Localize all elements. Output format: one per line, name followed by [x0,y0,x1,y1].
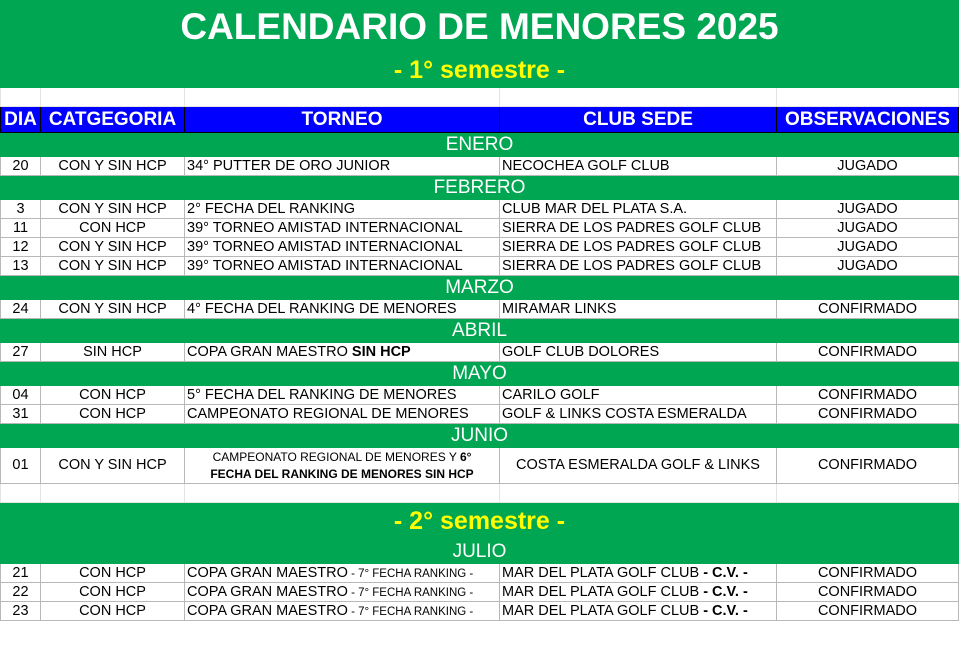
header-dia: DIA [1,107,41,133]
cell-dia: 31 [1,405,41,424]
page-title: CALENDARIO DE MENORES 2025 [1,1,959,53]
month-julio: JULIO [1,540,959,564]
torneo-text: COPA GRAN MAESTRO [187,583,348,600]
cell-observaciones: CONFIRMADO [777,386,959,405]
cell-categoria: CON Y SIN HCP [41,238,185,257]
club-text: MAR DEL PLATA GOLF CLUB [502,564,704,581]
torneo-line2: FECHA DEL RANKING DE MENORES SIN HCP [210,466,474,481]
club-text: MAR DEL PLATA GOLF CLUB [502,602,704,619]
cell-torneo: 39° TORNEO AMISTAD INTERNACIONAL [185,219,500,238]
cell-dia: 20 [1,157,41,176]
month-abril: ABRIL [1,319,959,343]
table-row [1,583,959,602]
cell-club [500,583,777,602]
cell-dia: 04 [1,386,41,405]
table-row [1,200,959,219]
table-row [1,300,959,319]
cell-torneo: 2° FECHA DEL RANKING [185,200,500,219]
torneo-line1-bold: 6° [459,450,472,465]
cell-club: GOLF CLUB DOLORES [500,343,777,362]
table-row [1,602,959,621]
cell-categoria: CON Y SIN HCP [41,300,185,319]
table-row [1,343,959,362]
cell-categoria: CON HCP [41,219,185,238]
cell-categoria: CON HCP [41,386,185,405]
month-junio: JUNIO [1,424,959,448]
torneo-text: COPA GRAN MAESTRO [187,343,352,360]
semester-2-banner: - 2° semestre - [1,503,959,540]
torneo-small-text: - 7° FECHA RANKING - [347,605,474,618]
cell-observaciones: CONFIRMADO [777,448,959,484]
cell-club: MIRAMAR LINKS [500,300,777,319]
cell-observaciones: JUGADO [777,219,959,238]
cell-categoria: CON HCP [41,583,185,602]
club-bold-text: - C.V. - [703,602,748,619]
club-text: MAR DEL PLATA GOLF CLUB [502,583,704,600]
cell-categoria: CON HCP [41,564,185,583]
cell-torneo [185,448,500,484]
cell-dia: 12 [1,238,41,257]
month-marzo: MARZO [1,276,959,300]
cell-torneo: CAMPEONATO REGIONAL DE MENORES [185,405,500,424]
cell-club [500,602,777,621]
cell-categoria: CON Y SIN HCP [41,200,185,219]
semester-1-banner: - 1° semestre - [1,53,959,88]
cell-categoria: CON Y SIN HCP [41,257,185,276]
cell-observaciones: JUGADO [777,238,959,257]
cell-club: SIERRA DE LOS PADRES GOLF CLUB [500,219,777,238]
table-row [1,448,959,484]
header-row [1,107,959,133]
cell-observaciones: CONFIRMADO [777,583,959,602]
month-mayo: MAYO [1,362,959,386]
cell-club: CARILO GOLF [500,386,777,405]
torneo-text: COPA GRAN MAESTRO [187,602,348,619]
table-row [1,219,959,238]
table-row [1,238,959,257]
cell-observaciones: CONFIRMADO [777,405,959,424]
cell-club: CLUB MAR DEL PLATA S.A. [500,200,777,219]
cell-categoria: CON Y SIN HCP [41,448,185,484]
table-row [1,257,959,276]
cell-observaciones: CONFIRMADO [777,300,959,319]
torneo-small-text: - 7° FECHA RANKING - [347,567,474,580]
cell-torneo [185,583,500,602]
torneo-text: COPA GRAN MAESTRO [187,564,348,581]
torneo-bold-text: SIN HCP [351,343,411,360]
table-row [1,157,959,176]
cell-observaciones: CONFIRMADO [777,564,959,583]
cell-dia: 01 [1,448,41,484]
cell-club [500,564,777,583]
cell-torneo [185,602,500,621]
cell-club: GOLF & LINKS COSTA ESMERALDA [500,405,777,424]
header-observaciones: OBSERVACIONES [777,107,959,133]
cell-dia: 11 [1,219,41,238]
cell-torneo: 39° TORNEO AMISTAD INTERNACIONAL [185,238,500,257]
club-bold-text: - C.V. - [703,583,748,600]
month-enero: ENERO [1,133,959,157]
cell-categoria: CON HCP [41,602,185,621]
cell-categoria: SIN HCP [41,343,185,362]
club-bold-text: - C.V. - [703,564,748,581]
cell-club: SIERRA DE LOS PADRES GOLF CLUB [500,238,777,257]
cell-observaciones: JUGADO [777,200,959,219]
cell-torneo [185,343,500,362]
torneo-line1: CAMPEONATO REGIONAL DE MENORES Y [212,450,460,465]
cell-torneo [185,564,500,583]
month-febrero: FEBRERO [1,176,959,200]
cell-club: COSTA ESMERALDA GOLF & LINKS [500,448,777,484]
cell-torneo: 39° TORNEO AMISTAD INTERNACIONAL [185,257,500,276]
cell-club: SIERRA DE LOS PADRES GOLF CLUB [500,257,777,276]
torneo-small-text: - 7° FECHA RANKING - [347,586,474,599]
cell-categoria: CON HCP [41,405,185,424]
cell-torneo: 4° FECHA DEL RANKING DE MENORES [185,300,500,319]
cell-dia: 21 [1,564,41,583]
cell-observaciones: JUGADO [777,257,959,276]
cell-torneo: 34° PUTTER DE ORO JUNIOR [185,157,500,176]
cell-dia: 22 [1,583,41,602]
cell-observaciones: JUGADO [777,157,959,176]
cell-dia: 23 [1,602,41,621]
cell-dia: 3 [1,200,41,219]
table-row [1,405,959,424]
header-club: CLUB SEDE [500,107,777,133]
table-row [1,386,959,405]
cell-dia: 24 [1,300,41,319]
cell-observaciones: CONFIRMADO [777,343,959,362]
cell-club: NECOCHEA GOLF CLUB [500,157,777,176]
cell-categoria: CON Y SIN HCP [41,157,185,176]
header-categoria: CATGEGORIA [41,107,185,133]
cell-dia: 13 [1,257,41,276]
cell-observaciones: CONFIRMADO [777,602,959,621]
cell-dia: 27 [1,343,41,362]
table-row [1,564,959,583]
header-torneo: TORNEO [185,107,500,133]
cell-torneo: 5° FECHA DEL RANKING DE MENORES [185,386,500,405]
